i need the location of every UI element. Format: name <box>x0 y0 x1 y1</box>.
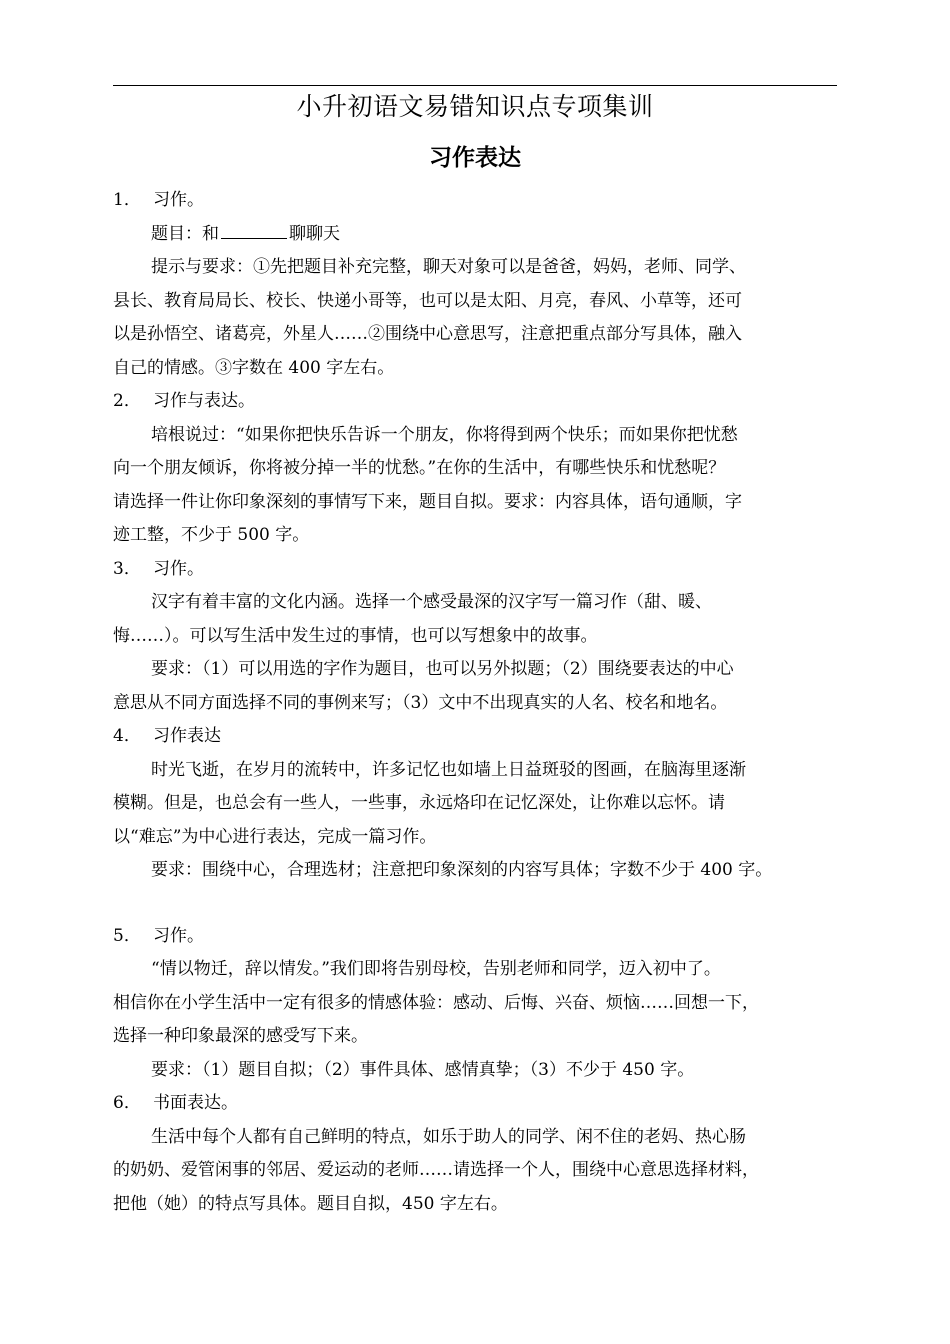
question-text-line: 把他（她）的特点写具体。题目自拟，450 字左右。 <box>113 1193 508 1214</box>
question-text-line: 县长、教育局局长、校长、快递小哥等，也可以是太阳、月亮，春风、小草等，还可 <box>113 290 742 311</box>
topic-line: 题目：和 聊聊天 <box>113 218 835 252</box>
question-text-line: 相信你在小学生活中一定有很多的情感体验：感动、后悔、兴奋、烦恼……回想一下， <box>113 992 759 1013</box>
question-text-line: 汉字有着丰富的文化内涵。选择一个感受最深的汉字写一篇习作（甜、暖、 <box>151 592 712 612</box>
question-text-line: 请选择一件让你印象深刻的事情写下来，题目自拟。要求：内容具体，语句通顺，字 <box>113 491 742 512</box>
question-heading: 5． 习作。 <box>113 925 204 946</box>
question-text-line: 意思从不同方面选择不同的事例来写；（3）文中不出现真实的人名、校名和地名。 <box>113 692 728 713</box>
question-text-line: 迹工整，不少于 500 字。 <box>113 525 310 545</box>
question-heading: 1． 习作。 <box>113 190 204 210</box>
question-heading: 3． 习作。 <box>113 558 204 579</box>
question-text-line: 提示与要求：①先把题目补充完整，聊天对象可以是爸爸，妈妈，老师、同学、 <box>151 257 746 277</box>
question-6 <box>113 1087 835 1221</box>
question-text-line: 要求：（1）题目自拟；（2）事件具体、感情真挚；（3）不少于 450 字。 <box>151 1059 695 1080</box>
header-rule <box>113 85 837 86</box>
blank-gap <box>113 888 835 920</box>
question-text-line: 培根说过：“如果你把快乐告诉一个朋友，你将得到两个快乐；而如果你把忧愁 <box>151 424 738 445</box>
question-text-line: 要求：（1）可以用选的字作为题目，也可以另外拟题；（2）围绕要表达的中心 <box>151 659 734 679</box>
question-text-line: 悔……）。可以写生活中发生过的事情，也可以写想象中的故事。 <box>113 625 598 646</box>
question-4 <box>113 720 835 888</box>
question-2 <box>113 385 835 553</box>
question-text-line: 的奶奶、爱管闲事的邻居、爱运动的老师……请选择一个人，围绕中心意思选择材料， <box>113 1160 759 1180</box>
question-heading: 6． 书面表达。 <box>113 1093 238 1113</box>
question-text-line: 要求：围绕中心，合理选材；注意把印象深刻的内容写具体；字数不少于 400 字。 <box>151 860 773 880</box>
section-title: 习作表达 <box>429 145 521 171</box>
question-text-line: “情以物迁，辞以情发。”我们即将告别母校，告别老师和同学，迈入初中了。 <box>151 959 721 979</box>
question-5 <box>113 920 835 1088</box>
question-text-line: 模糊。但是，也总会有一些人，一些事，永远烙印在记忆深处，让你难以忘怀。请 <box>113 793 725 813</box>
fill-in-blank <box>221 218 287 239</box>
question-heading: 2． 习作与表达。 <box>113 391 255 411</box>
question-heading: 4． 习作表达 <box>113 726 221 746</box>
question-1 <box>113 184 835 385</box>
question-text-line: 以是孙悟空、诸葛亮，外星人……②围绕中心意思写，注意把重点部分写具体，融入 <box>113 324 742 344</box>
question-list <box>113 184 835 1221</box>
document-title: 小升初语文易错知识点专项集训 <box>296 92 654 121</box>
question-text-line: 生活中每个人都有自己鲜明的特点，如乐于助人的同学、闲不住的老妈、热心肠 <box>151 1126 746 1147</box>
question-text-line: 自己的情感。③字数在 400 字左右。 <box>113 357 395 378</box>
question-text-line: 选择一种印象最深的感受写下来。 <box>113 1026 368 1046</box>
question-text-line: 向一个朋友倾诉，你将被分掉一半的忧愁。”在你的生活中，有哪些快乐和忧愁呢？ <box>113 458 726 478</box>
question-text-line: 以“难忘”为中心进行表达，完成一篇习作。 <box>113 826 437 847</box>
question-text-line: 时光飞逝，在岁月的流转中，许多记忆也如墙上日益斑驳的图画，在脑海里逐渐 <box>151 759 746 780</box>
question-3 <box>113 553 835 721</box>
